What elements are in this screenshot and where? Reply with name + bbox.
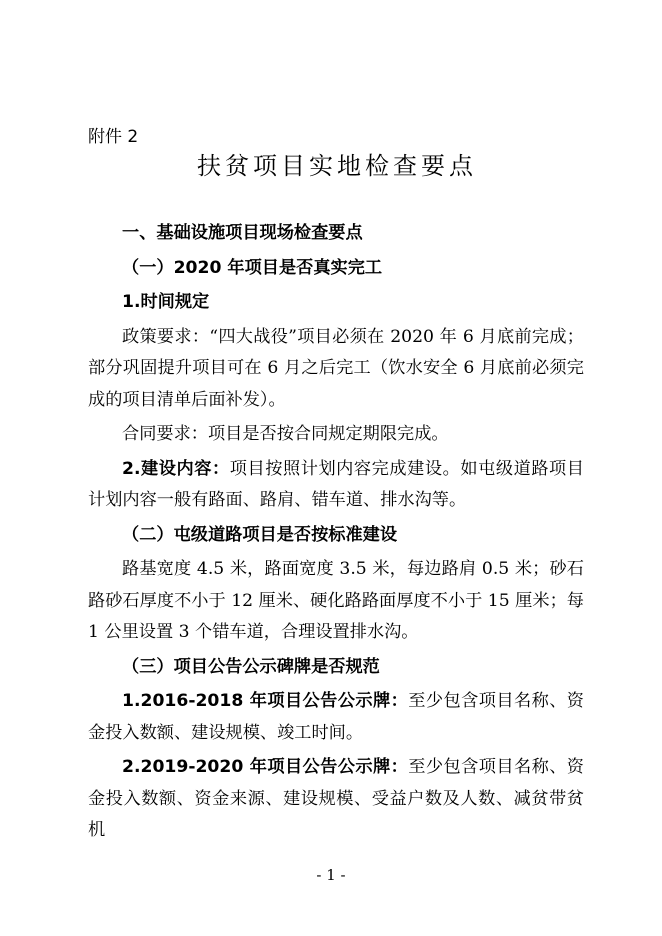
sub1-heading: （一）2020 年项目是否真实完工 xyxy=(122,257,383,278)
document-title: 扶贫项目实地检查要点 xyxy=(197,152,477,180)
policy-paragraph: 政策要求：“四大战役”项目必须在 2020 年 6 月底前完成；部分巩固提升项目可在 6 月之后完工（饮水安全 6 月底前必须完成的项目清单后面补发）。 xyxy=(88,326,584,410)
attachment-label: 附件 2 xyxy=(88,127,139,147)
signboard-item2-paragraph xyxy=(88,752,584,847)
signboard-item1-text: 至少包含项目名称、资金投入数额、建设规模、竣工时间。 xyxy=(88,691,584,743)
signboard-item1-label: 1.2016-2018 年项目公告公示牌： xyxy=(122,691,409,711)
contract-paragraph: 合同要求：项目是否按合同规定期限完成。 xyxy=(122,424,449,444)
section1-heading: 一、基础设施项目现场检查要点 xyxy=(122,223,363,243)
page-number: - 1 - xyxy=(316,866,346,884)
road-standard-paragraph: 路基宽度 4.5 米，路面宽度 3.5 米，每边路肩 0.5 米；砂石路砂石厚度不小于 12 厘米、硬化路路面厚度不小于 15 厘米；每 1 公里设置 3 个错车道，合理设置排水沟。 xyxy=(88,559,584,642)
content-paragraph xyxy=(88,454,584,517)
sub3-heading: （三）项目公告公示碑牌是否规范 xyxy=(122,656,380,677)
time-rule-heading: 1.时间规定 xyxy=(122,292,210,312)
signboard-item2-text: 至少包含项目名称、资金投入数额、资金来源、建设规模、受益户数及人数、减贫带贫机 xyxy=(88,757,584,840)
content-label: 2.建设内容： xyxy=(122,458,230,479)
content-text: 项目按照计划内容完成建设。如屯级道路项目计划内容一般有路面、路肩、错车道、排水沟等。 xyxy=(88,458,584,510)
document-body xyxy=(88,218,584,847)
signboard-item1-paragraph xyxy=(88,686,584,749)
signboard-item2-label: 2.2019-2020 年项目公告公示牌： xyxy=(122,757,409,777)
sub2-heading: （二）屯级道路项目是否按标准建设 xyxy=(122,524,398,545)
